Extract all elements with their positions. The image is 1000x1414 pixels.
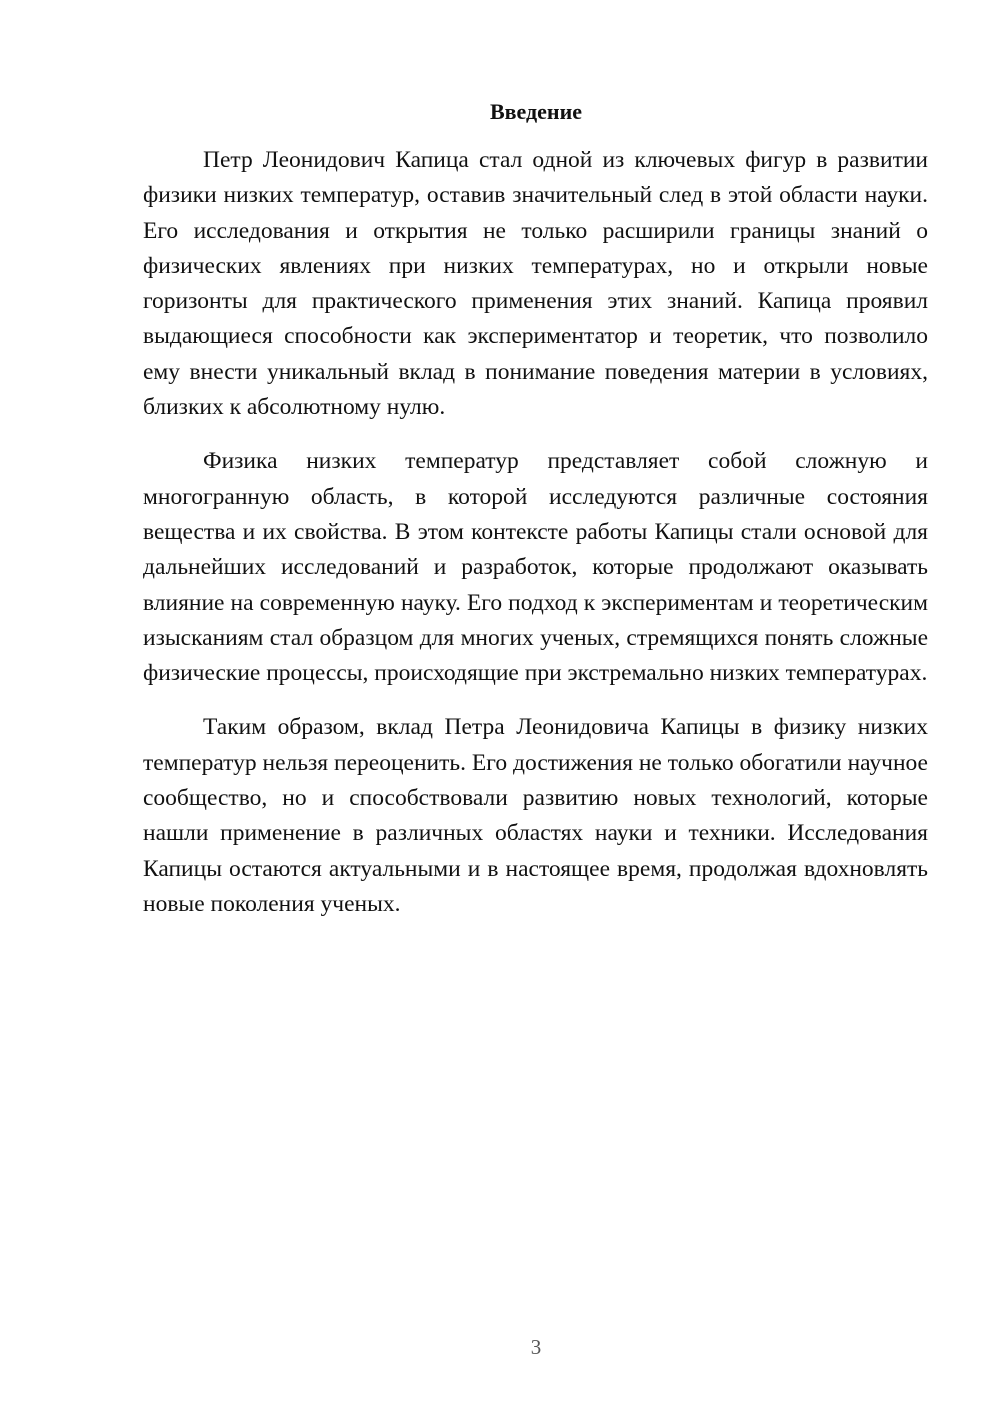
page-title: Введение xyxy=(489,99,583,124)
paragraph-2: Физика низких температур представляет собой сложную и многогранную область, в которой исследуются различные состояния вещества и их свойства. В этом контексте работы Капицы стали основой для дальнейших исследований и разработок, которые продолжают оказывать влияние на современную науку. Его подход к экспериментам и теоретическим изысканиям стал образцом для многих ученых, стремящихся понять сложные физические процессы, происходящие при экстремально низких температурах. xyxy=(143,448,928,687)
paragraph-3: Таким образом, вклад Петра Леонидовича Капицы в физику низких температур нельзя переоценить. Его достижения не только обогатили научное сообщество, но и способствовали развитию новых технологий, которые нашли применение в различных областях науки и техники. Исследования Капицы остаются актуальными и в настоящее время, продолжая вдохновлять новые поколения ученых. xyxy=(143,714,928,917)
paragraph-1: Петр Леонидович Капица стал одной из ключевых фигур в развитии физики низких температур, оставив значительный след в этой области науки. Его исследования и открытия не только расширили границы знаний о физических явлениях при низких температурах, но и открыли новые горизонты для практического применения этих знаний. Капица проявил выдающиеся способности как экспериментатор и теоретик, что позволило ему внести уникальный вклад в понимание поведения материи в условиях, близких к абсолютному нулю. xyxy=(143,147,928,421)
body-text xyxy=(143,143,928,941)
page-number: 3 xyxy=(530,1335,542,1359)
